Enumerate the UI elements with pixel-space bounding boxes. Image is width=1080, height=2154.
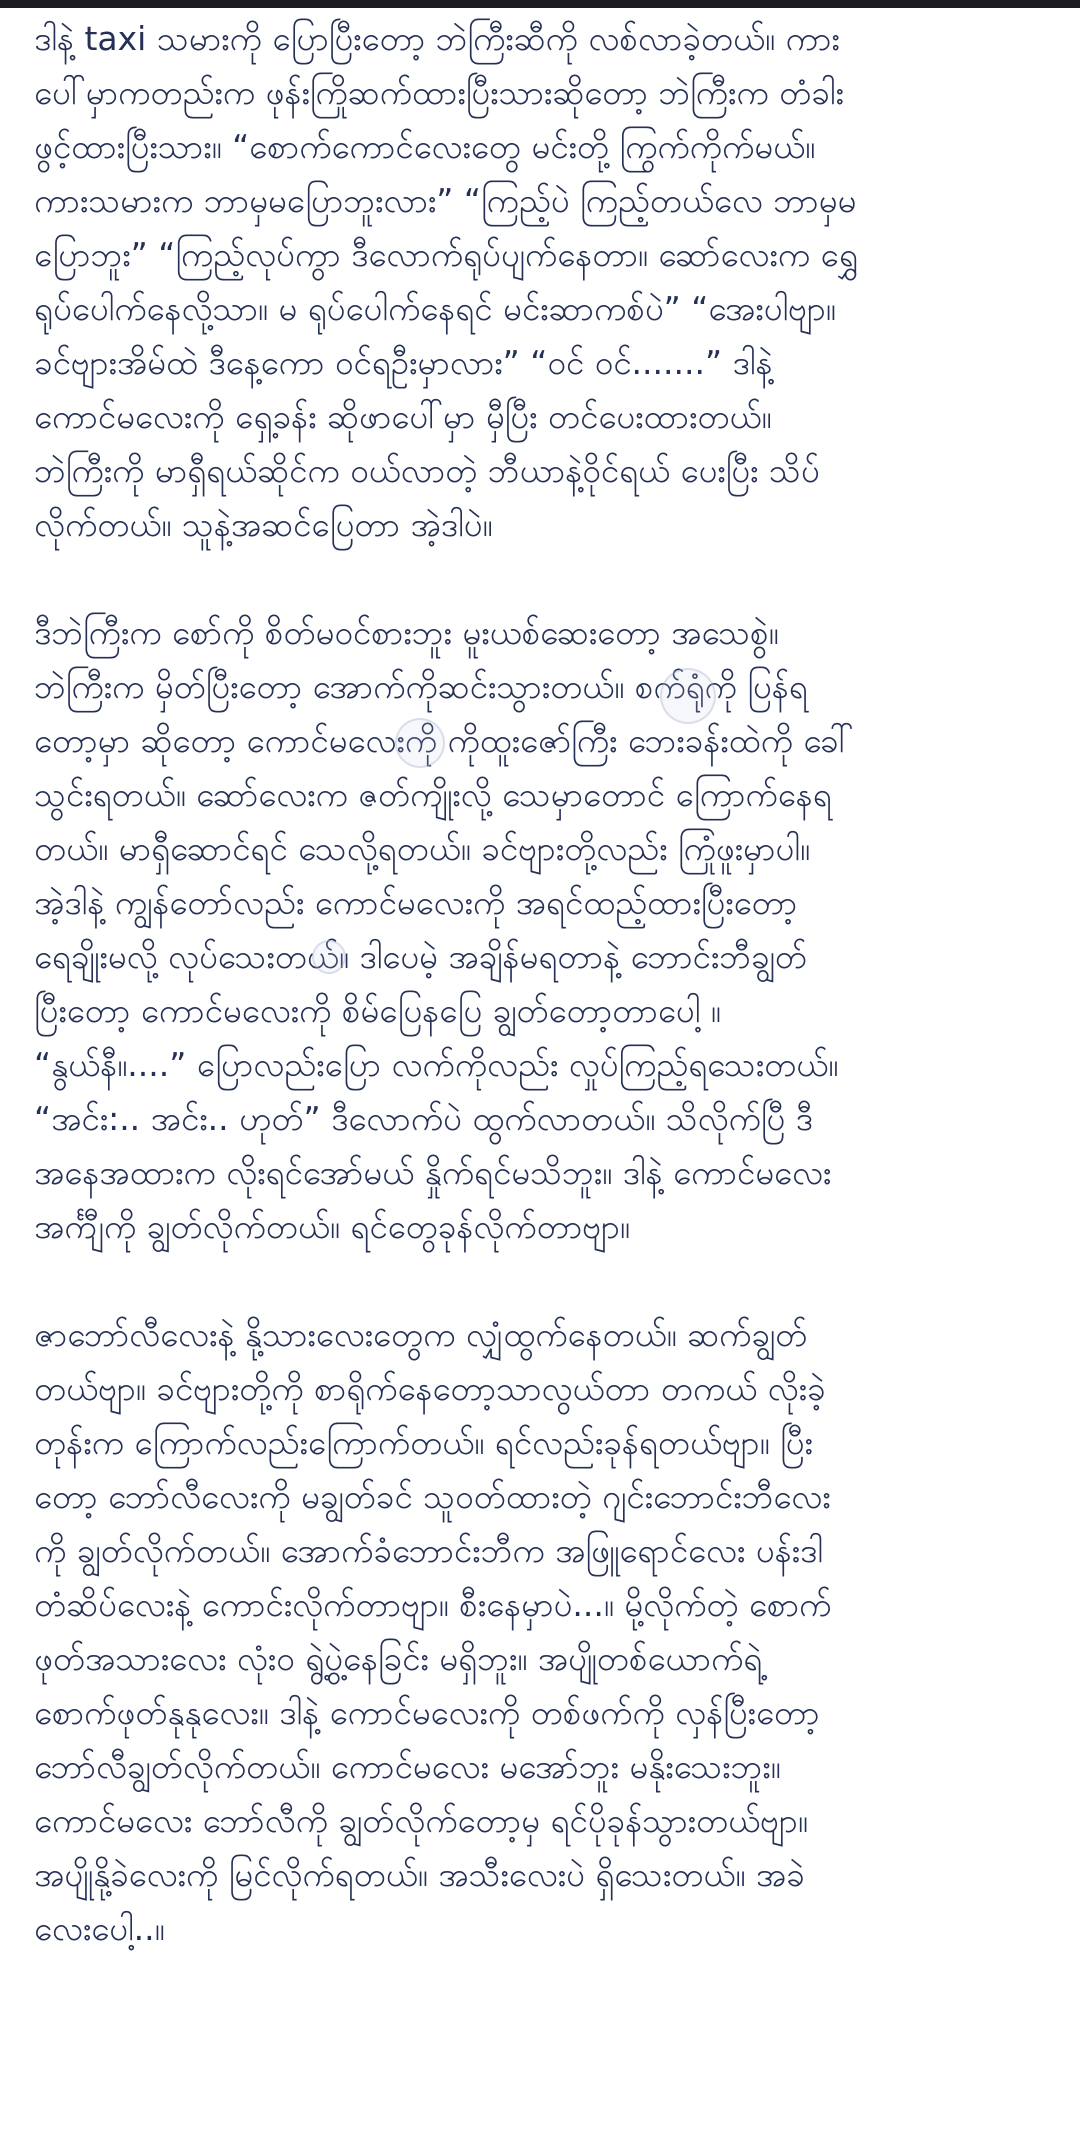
story-paragraph: ဒီဘဲကြီးက စော်ကို စိတ်မဝင်စားဘူး မူးယစ်ဆေးတော့ အသေစွဲ။ ဘဲကြီးက မှိတ်ပြီးတော့ အောက်ကိုဆင်းသွားတယ်။ စက်ရုံကို ပြန်ရ တော့မှာ ဆိုတော့ ကောင်မလေးကို ကိုထူးဇော်ကြီး ဘေးခန်းထဲကို ခေါ် သွင်းရတယ်။ ဆော်လေးက ဇတ်ကျိုးလို့ သေမှာတောင် ကြောက်နေရ တယ်။ မာရှီဆောင်ရင် သေလို့ရတယ်။ ခင်ဗျားတို့လည်း ကြုံဖူးမှာပါ။ အဲ့ဒါနဲ့ ကျွန်တော်လည်း ကောင်မလေးကို အရင်ထည့်ထားပြီးတော့ ရေချိုးမလို့ လုပ်သေးတယ်။ ဒါပေမဲ့ အချိန်မရတာနဲ့ ဘောင်းဘီချွတ် ပြီးတော့ ကောင်မလေးကို စိမ်ပြေနပြေ ချွတ်တော့တာပေါ့ ။ “နွယ်နီ။....” ပြောလည်းပြော လက်ကိုလည်း လှုပ်ကြည့်ရသေးတယ်။ “အင်း:.. အင်း.. ဟုတ်” ဒီလောက်ပဲ ထွက်လာတယ်။ သိလိုက်ပြီ ဒီ အနေအထားက လိုးရင်အော်မယ် နှိုက်ရင်မသိဘူး။ ဒါနဲ့ ကောင်မလေး အင်္ကျီကို ချွတ်လိုက်တယ်။ ရင်တွေခုန်လိုက်တာဗျာ။ bbox=[34, 613, 854, 1246]
status-bar-edge bbox=[0, 0, 1080, 8]
story-text[interactable] bbox=[34, 12, 1044, 2010]
story-paragraph: ဇာဘော်လီလေးနဲ့ နို့သားလေးတွေက လျှံထွက်နေတယ်။ ဆက်ချွတ် တယ်ဗျာ။ ခင်ဗျားတို့ကို စာရိုက်နေတော့သာလွယ်တာ တကယ် လိုးခဲ့ တုန်းက ကြောက်လည်းကြောက်တယ်။ ရင်လည်းခုန်ရတယ်ဗျာ။ ပြီး တော့ ဘော်လီလေးကို မချွတ်ခင် သူဝတ်ထားတဲ့ ဂျင်းဘောင်းဘီလေး ကို ချွတ်လိုက်တယ်။ အောက်ခံဘောင်းဘီက အဖြူရောင်လေး ပန်းဒါ တံဆိပ်လေးနဲ့ ကောင်းလိုက်တာဗျာ။ စီးနေမှာပဲ...။ မို့လိုက်တဲ့ စောက် ဖုတ်အသားလေး လုံး၀ ရွဲ့ပွဲ့နေခြင်း မရှိဘူး။ အပျိုတစ်ယောက်ရဲ့ စောက်ဖုတ်နုနုလေး။ ဒါနဲ့ ကောင်မလေးကို တစ်ဖက်ကို လှန်ပြီးတော့ ဘော်လီချွတ်လိုက်တယ်။ ကောင်မလေး မအော်ဘူး မနိုးသေးဘူး။ ကောင်မလေး ဘော်လီကို ချွတ်လိုက်တော့မှ ရင်ပိုခုန်သွားတယ်ဗျာ။ အပျိုနို့ခဲလေးကို မြင်လိုက်ရတယ်။ အသီးလေးပဲ ရှိသေးတယ်။ အခဲ လေးပေါ့..။ bbox=[34, 1315, 832, 1948]
touch-indicator bbox=[660, 668, 716, 724]
touch-indicator bbox=[395, 718, 445, 768]
touch-indicator bbox=[312, 940, 346, 974]
story-paragraph: ဒါနဲ့ taxi သမားကို ပြောပြီးတော့ ဘဲကြီးဆီကို လစ်လာခဲ့တယ်။ ကား ပေါ်မှာကတည်းက ဖုန်းကြိုဆက်ထားပြီးသားဆိုတော့ ဘဲကြီးက တံခါး ဖွင့်ထားပြီးသား။ “စောက်ကောင်လေးတွေ မင်းတို့ ကြွက်ကိုက်မယ်။ ကားသမားက ဘာမှမပြောဘူးလား” “ကြည့်ပဲ ကြည့်တယ်လေ ဘာမှမ ပြောဘူး” “ကြည့်လုပ်ကွာ ဒီလောက်ရုပ်ပျက်နေတာ။ ဆော်လေးက ရွှေ ရုပ်ပေါက်နေလို့သာ။ မ ရုပ်ပေါက်နေရင် မင်းဆာကစ်ပဲ” “အေးပါဗျာ။ ခင်ဗျားအိမ်ထဲ ဒီနေ့ကော ဝင်ရဦးမှာလား” “ဝင် ဝင်.......” ဒါနဲ့ ကောင်မလေးကို ရှေ့ခန်း ဆိုဖာပေါ်မှာ မှီပြီး တင်ပေးထားတယ်။ ဘဲကြီးကို မာရှီရယ်ဆိုင်က ဝယ်လာတဲ့ ဘီယာနဲ့ဝိုင်ရယ် ပေးပြီး သိပ် လိုက်တယ်။ သူနဲ့အဆင်ပြေတာ အဲ့ဒါပဲ။ bbox=[34, 19, 859, 544]
